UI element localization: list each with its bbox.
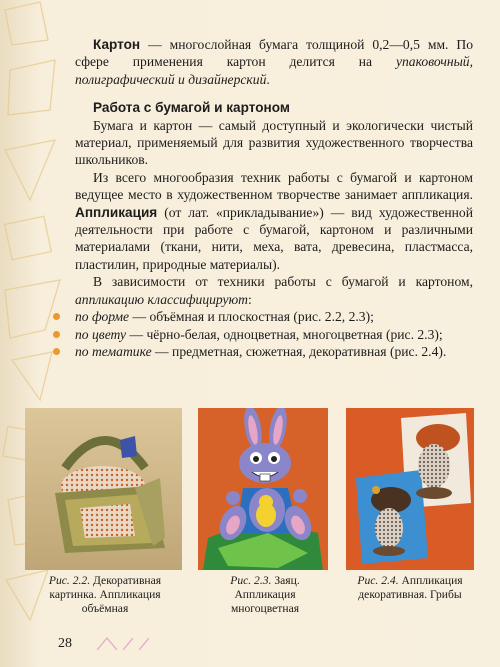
karton-kinds: упаковочный, полиграфический и дизайнерский bbox=[75, 54, 473, 87]
figure-mushrooms-photo bbox=[346, 408, 474, 570]
karton-definition: — многослойная бумага толщиной 0,2—0,5 мм. По сфере применения картон делится на bbox=[75, 37, 473, 70]
caption-text: Аппликация декоративная. Грибы bbox=[358, 574, 463, 601]
caption-ref: Рис. 2.2. bbox=[48, 574, 91, 587]
list-item bbox=[75, 326, 473, 343]
bullet-icon bbox=[53, 348, 60, 355]
caption-ref: Рис. 2.4. bbox=[357, 574, 399, 587]
list-item bbox=[75, 343, 473, 360]
caption-figure-2-4 bbox=[344, 574, 476, 602]
paragraph-3 bbox=[75, 273, 473, 308]
list-item-text: — чёрно-белая, одноцветная, многоцветная (рис. 2.3); bbox=[126, 326, 443, 342]
bullet-icon bbox=[53, 331, 60, 338]
classification-list bbox=[75, 308, 473, 360]
karton-paragraph bbox=[75, 36, 473, 88]
figure-rabbit-photo bbox=[198, 408, 328, 570]
list-item-label: по форме bbox=[75, 309, 130, 325]
paragraph-2 bbox=[75, 169, 473, 273]
caption-text: Заяц. Аппликация многоцветная bbox=[230, 574, 300, 615]
caption-figure-2-2 bbox=[25, 574, 185, 616]
caption-ref: Рис. 2.3. bbox=[230, 574, 272, 587]
p3-end: : bbox=[248, 291, 252, 307]
list-item-label: по тематике bbox=[75, 343, 152, 359]
p3-italic: аппликацию классифицируют bbox=[75, 291, 248, 307]
list-item-text: — объёмная и плоскостная (рис. 2.2, 2.3); bbox=[129, 309, 374, 325]
list-item bbox=[75, 308, 473, 325]
figure-basket-photo bbox=[25, 408, 182, 570]
list-item-label: по цвету bbox=[75, 326, 127, 342]
list-item-text: — предметная, сюжетная, декоративная (рис. 2.4). bbox=[151, 343, 447, 359]
p3-start: В зависимости от техники работы с бумагой и картоном, bbox=[93, 274, 473, 290]
section-heading: Работа с бумагой и картоном bbox=[93, 100, 290, 116]
term-karton: Картон bbox=[93, 37, 141, 52]
p2-start: Из всего многообразия техник работы с бумагой и картоном ведущее место в художественном творчестве занимает аппликация. bbox=[75, 169, 473, 203]
page-number: 28 bbox=[58, 636, 72, 651]
p2-end: (от лат. «прикладывание») — вид художественной деятельности при работе с бумагой, картоном и различными материалами (ткани, нити, меха, вата, древесина, пластмасса, пластилин, природные материалы). bbox=[75, 204, 473, 272]
caption-text: Декоративная картинка. Аппликация объёмная bbox=[49, 574, 162, 615]
paragraph-1: Бумага и картон — самый доступный и экологически чистый материал, применяемый для развития художественного творчества школьников. bbox=[75, 117, 473, 168]
karton-end: . bbox=[266, 71, 270, 87]
term-applikatsiya: Аппликация bbox=[75, 204, 158, 220]
caption-figure-2-3 bbox=[205, 574, 325, 616]
page-number-decoration bbox=[95, 636, 155, 652]
main-text bbox=[75, 36, 473, 360]
